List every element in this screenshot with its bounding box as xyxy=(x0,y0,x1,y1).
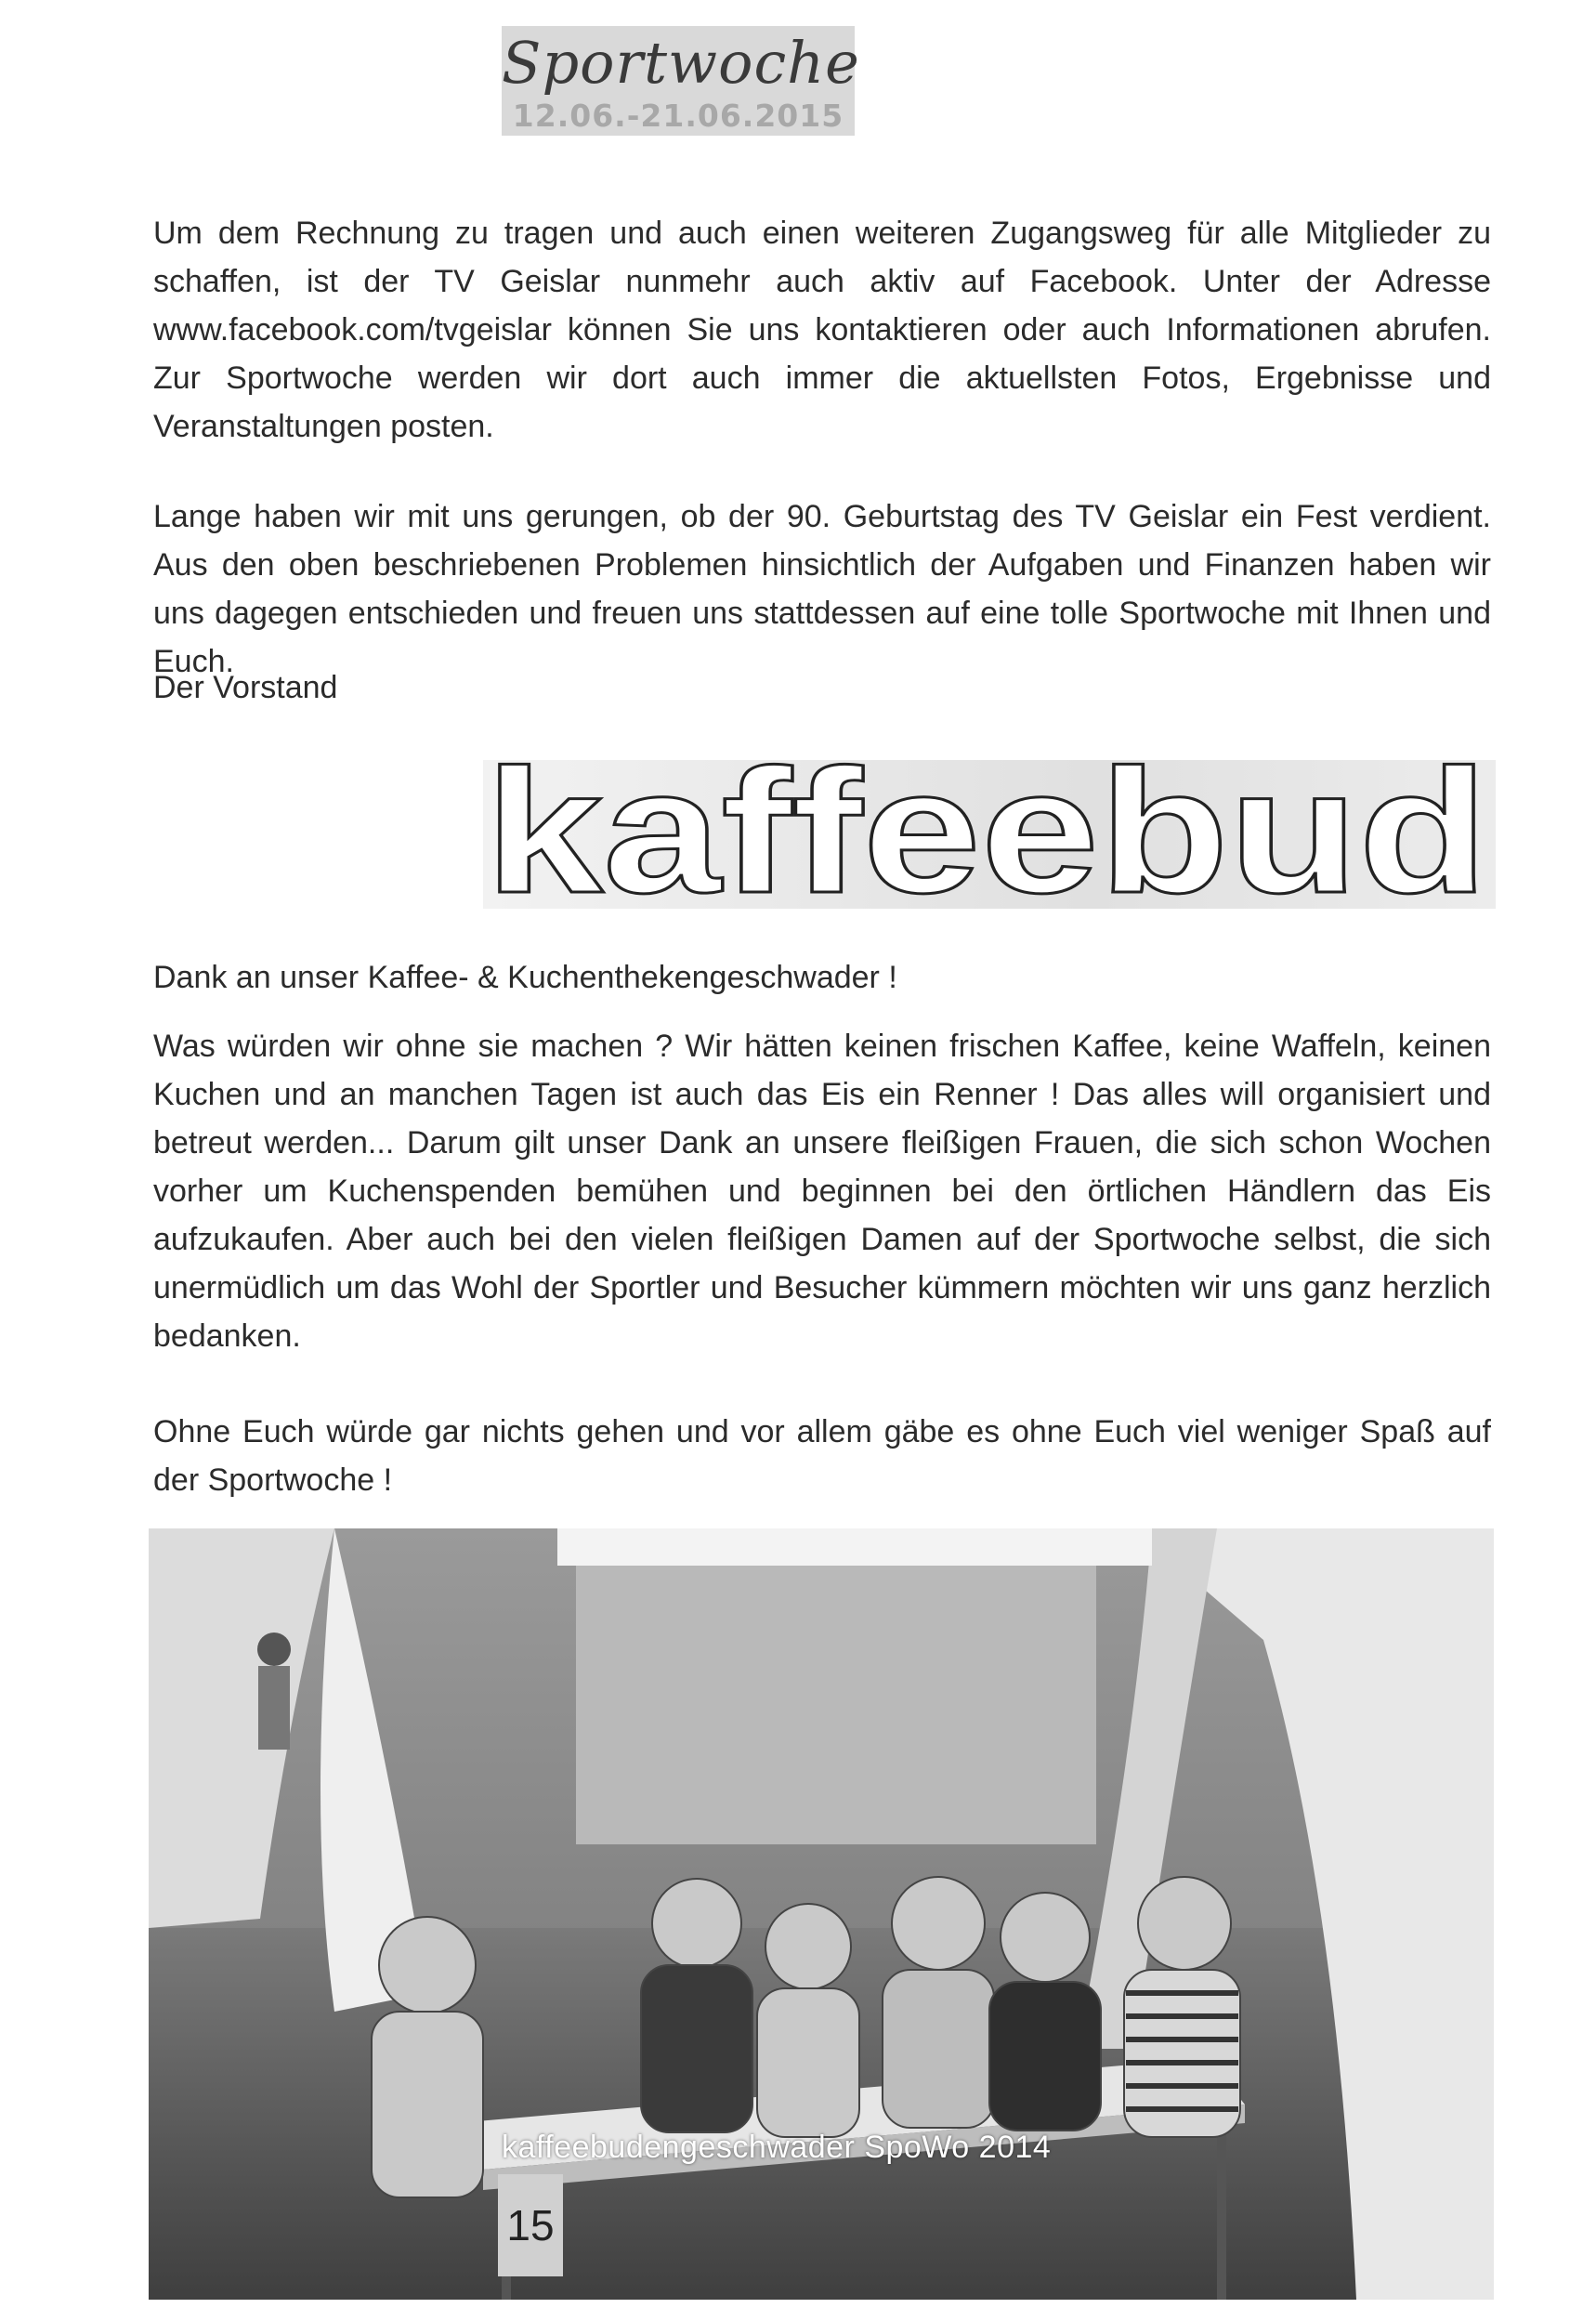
paragraph-anniversary: Lange haben wir mit uns gerungen, ob der 90. Geburtstag des TV Geislar ein Fest verdient. Aus den oben beschriebenen Problemen hinsichtlich der Aufgaben und Finanzen haben wir uns dagegen entschieden und freuen uns stattdessen auf eine tolle Sportwoche mit Ihnen und Euch. xyxy=(153,499,1491,679)
heading-word: kaffeebud xyxy=(485,760,1488,909)
paragraph-closing: Ohne Euch würde gar nichts gehen und vor allem gäbe es ohne Euch viel weniger Spaß auf der Sportwoche ! xyxy=(153,1414,1491,1498)
kaffeebud-heading xyxy=(483,760,1496,909)
photo-illustration xyxy=(149,1528,1494,2300)
paragraph-facebook: Um dem Rechnung zu tragen und auch einen weiteren Zugangsweg für alle Mitglieder zu schaffen, ist der TV Geislar nunmehr auch aktiv auf Facebook. Unter der Adresse www.facebook.com/tvgeislar können Sie uns kontaktieren oder auch Informationen abrufen. Zur Sportwoche werden wir dort auch immer die aktuellsten Fotos, Ergebnisse und Veranstaltungen posten. xyxy=(153,216,1491,444)
header-banner xyxy=(502,26,860,136)
page-number: 15 xyxy=(498,2174,563,2276)
group-photo xyxy=(149,1528,1494,2300)
header-dates: 12.06.-21.06.2015 xyxy=(512,98,844,134)
photo-caption: kaffeebudengeschwader SpoWo 2014 xyxy=(502,2130,1052,2165)
header-title: Sportwoche xyxy=(502,29,860,97)
heading-outline xyxy=(483,760,1496,909)
signature: Der Vorstand xyxy=(153,670,338,705)
paragraph-thanks-title: Dank an unser Kaffee- & Kuchenthekengeschwader ! xyxy=(153,960,897,995)
paragraph-thanks-body: Was würden wir ohne sie machen ? Wir hätten keinen frischen Kaffee, keine Waffeln, keinen Kuchen und an manchen Tagen ist auch das Eis ein Renner ! Das alles will organisiert und betreut werden... Darum gilt unser Dank an unsere fleißigen Frauen, die sich schon Wochen vorher um Kuchenspenden bemühen und beginnen bei den örtlichen Händlern das Eis aufzukaufen. Aber auch bei den vielen fleißigen Damen auf der Sportwoche selbst, die sich unermüdlich um das Wohl der Sportler und Besucher kümmern möchten wir uns ganz herzlich bedanken. xyxy=(153,1029,1491,1354)
